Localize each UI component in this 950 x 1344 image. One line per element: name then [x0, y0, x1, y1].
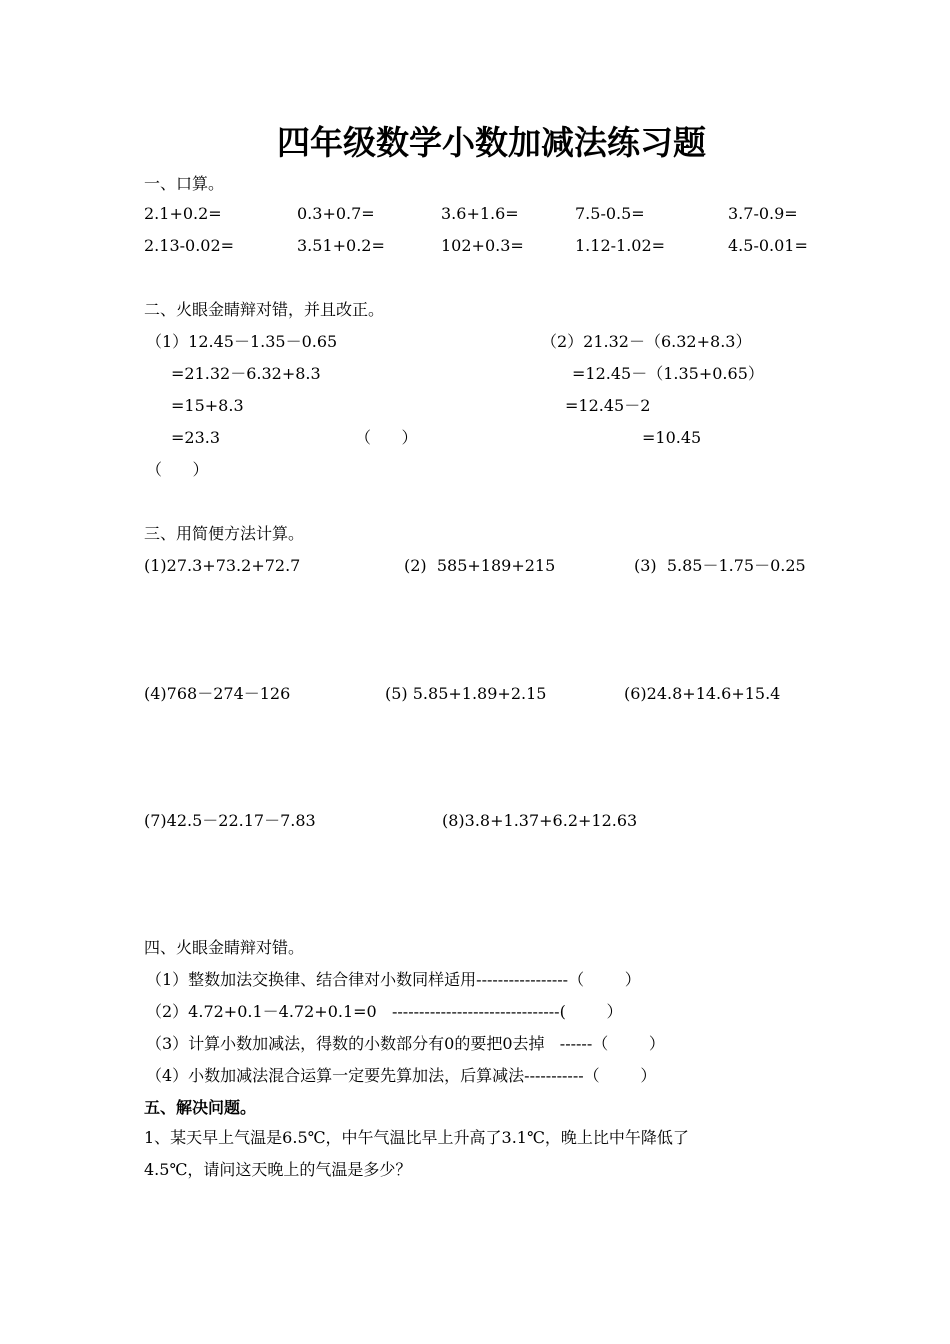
- oral-item: 3.6+1.6=: [441, 204, 519, 223]
- problem-1-line: =15+8.3: [171, 396, 244, 415]
- oral-item: 2.1+0.2=: [144, 204, 222, 223]
- section-5-heading: 五、解决问题。: [144, 1098, 257, 1117]
- calc-item: (1)27.3+73.2+72.7: [144, 556, 301, 575]
- page-title: 四年级数学小数加减法练习题: [277, 123, 706, 162]
- calc-item: (3) 5.85－1.75－0.25: [634, 556, 806, 575]
- oral-item: 0.3+0.7=: [297, 204, 375, 223]
- problem-2-line: =12.45－（1.35+0.65）: [572, 364, 764, 383]
- calc-item: (5) 5.85+1.89+2.15: [385, 684, 547, 703]
- judge-item: （2）4.72+0.1－4.72+0.1=0 -------------------------------( ）: [146, 1002, 623, 1021]
- calc-item: (4)768－274－126: [144, 684, 291, 703]
- judge-item: （3）计算小数加减法，得数的小数部分有0的要把0去掉 ------（ ）: [146, 1034, 665, 1053]
- answer-blank[interactable]: （ ）: [355, 428, 418, 447]
- word-problem-line: 1、某天早上气温是6.5℃，中午气温比早上升高了3.1℃，晚上比中午降低了: [144, 1128, 689, 1147]
- oral-item: 1.12-1.02=: [575, 236, 666, 255]
- calc-item: (8)3.8+1.37+6.2+12.63: [442, 811, 638, 830]
- oral-item: 2.13-0.02=: [144, 236, 235, 255]
- calc-item: (7)42.5－22.17－7.83: [144, 811, 316, 830]
- problem-2-line: =12.45－2: [565, 396, 651, 415]
- judge-item: （1）整数加法交换律、结合律对小数同样适用-----------------（ ）: [146, 970, 641, 989]
- oral-item: 102+0.3=: [441, 236, 524, 255]
- problem-2-line: =10.45: [642, 428, 702, 447]
- answer-blank[interactable]: （ ）: [146, 460, 209, 479]
- section-1-heading: 一、口算。: [144, 174, 225, 193]
- calc-item: (6)24.8+14.6+15.4: [624, 684, 781, 703]
- section-3-heading: 三、用简便方法计算。: [144, 524, 305, 543]
- problem-1-line: =23.3: [171, 428, 221, 447]
- oral-item: 3.51+0.2=: [297, 236, 385, 255]
- word-problem-line: 4.5℃，请问这天晚上的气温是多少？: [144, 1160, 412, 1179]
- oral-item: 3.7-0.9=: [728, 204, 798, 223]
- calc-item: (2) 585+189+215: [404, 556, 556, 575]
- problem-1-line: （1）12.45－1.35－0.65: [146, 332, 338, 351]
- problem-2-line: （2）21.32－（6.32+8.3）: [541, 332, 752, 351]
- problem-1-line: =21.32－6.32+8.3: [171, 364, 321, 383]
- section-4-heading: 四、火眼金睛辩对错。: [144, 938, 305, 957]
- judge-item: （4）小数加减法混合运算一定要先算加法，后算减法-----------（ ）: [146, 1066, 657, 1085]
- oral-item: 7.5-0.5=: [575, 204, 645, 223]
- section-2-heading: 二、火眼金睛辩对错，并且改正。: [144, 300, 385, 319]
- oral-item: 4.5-0.01=: [728, 236, 808, 255]
